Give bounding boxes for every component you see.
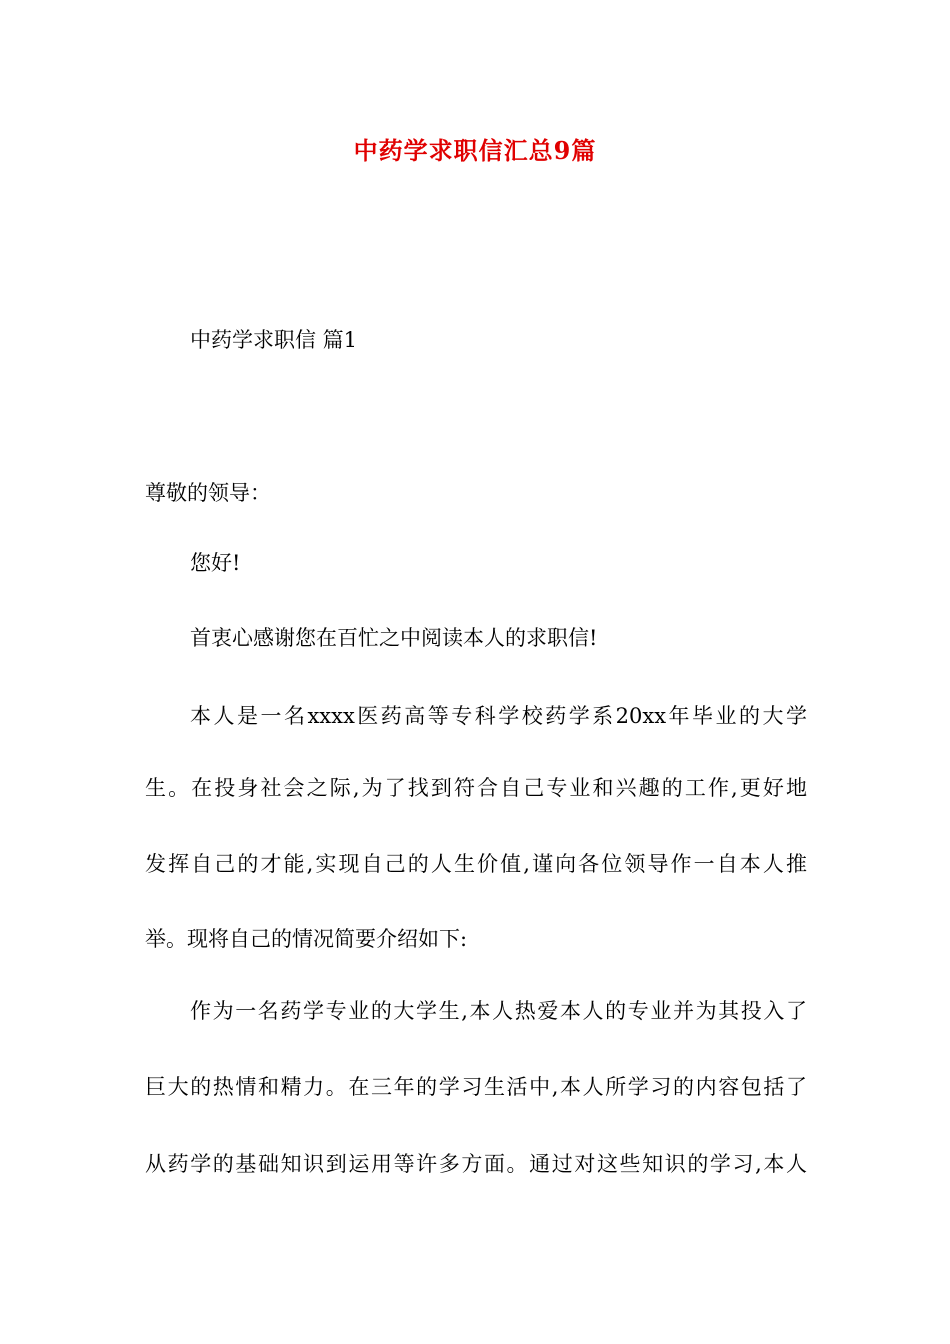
paragraph-line: 发挥自己的才能,实现自己的人生价值,谨向各位领导作一自本人推 — [145, 852, 807, 876]
document-title: 中药学求职信汇总9篇 — [353, 136, 597, 165]
salutation: 尊敬的领导： — [145, 481, 271, 505]
paragraph-line: 从药学的基础知识到运用等许多方面。通过对这些知识的学习,本人 — [145, 1152, 807, 1176]
section-heading: 中药学求职信 篇1 — [190, 328, 358, 352]
paragraph-line: 巨大的热情和精力。在三年的学习生活中,本人所学习的内容包括了 — [145, 1075, 807, 1099]
paragraph-line: 生。在投身社会之际,为了找到符合自己专业和兴趣的工作,更好地 — [145, 776, 807, 800]
paragraph-line: 本人是一名xxxx医药高等专科学校药学系20xx年毕业的大学 — [190, 704, 807, 728]
paragraph-line: 作为一名药学专业的大学生,本人热爱本人的专业并为其投入了 — [190, 999, 807, 1023]
greeting: 您好! — [190, 551, 241, 575]
paragraph-line: 首衷心感谢您在百忙之中阅读本人的求职信! — [190, 626, 598, 650]
paragraph-line: 举。现将自己的情况简要介绍如下: — [145, 927, 468, 951]
